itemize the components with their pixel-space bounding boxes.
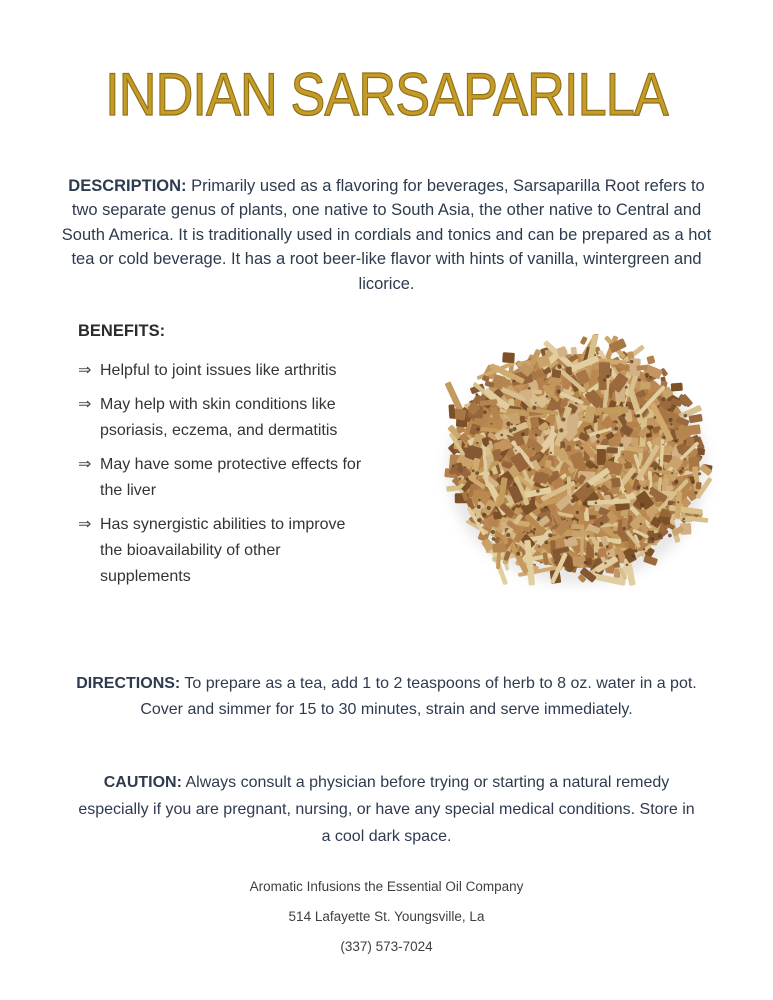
- double-arrow-bullet-icon: ⇒: [78, 456, 92, 473]
- description-label: DESCRIPTION:: [68, 176, 187, 195]
- double-arrow-bullet-icon: ⇒: [78, 516, 92, 533]
- benefits-heading: BENEFITS:: [78, 322, 166, 340]
- benefits-section: [78, 322, 390, 598]
- benefit-list-item: [78, 512, 390, 590]
- benefit-list-item: [78, 358, 390, 384]
- sarsaparilla-root-pile-image: [432, 334, 722, 592]
- description-text: Primarily used as a flavoring for beverages, Sarsaparilla Root refers to two separate genus of plants, one native to South Asia, the other native to Central and South America. It is traditionally used in cordials and tonics and can be prepared as a hot tea or cold beverage. It has a root beer-like flavor with hints of vanilla, wintergreen and licorice.: [61, 176, 712, 293]
- benefit-list-item: [78, 452, 390, 504]
- double-arrow-bullet-icon: ⇒: [78, 396, 92, 413]
- caution-text: Always consult a physician before trying or starting a natural remedy especially if you are pregnant, nursing, or have any special medical conditions. Store in a cool dark space.: [78, 774, 695, 845]
- benefit-item-text: May help with skin conditions like psoriasis, eczema, and dermatitis: [100, 396, 338, 439]
- footer-address: 514 Lafayette St. Youngsville, La: [288, 909, 485, 924]
- footer-phone: (337) 573-7024: [340, 939, 433, 954]
- double-arrow-bullet-icon: ⇒: [78, 362, 92, 379]
- directions-label: DIRECTIONS:: [76, 675, 181, 692]
- caution-paragraph: [76, 769, 697, 850]
- footer-company: Aromatic Infusions the Essential Oil Company: [249, 879, 524, 894]
- benefit-list-item: [78, 392, 390, 444]
- footer: [0, 878, 773, 968]
- page-title: INDIAN SARSAPARILLA: [105, 61, 668, 128]
- benefit-item-text: May have some protective effects for the liver: [100, 456, 362, 499]
- benefits-list: [78, 358, 390, 590]
- description-paragraph: [56, 174, 717, 297]
- benefit-item-text: Helpful to joint issues like arthritis: [100, 362, 337, 379]
- directions-text: To prepare as a tea, add 1 to 2 teaspoons of herb to 8 oz. water in a pot. Cover and simmer for 15 to 30 minutes, strain and serve immediately.: [140, 675, 697, 718]
- benefit-item-text: Has synergistic abilities to improve the bioavailability of other supplements: [100, 516, 346, 585]
- caution-label: CAUTION:: [103, 774, 182, 791]
- directions-paragraph: [76, 671, 697, 723]
